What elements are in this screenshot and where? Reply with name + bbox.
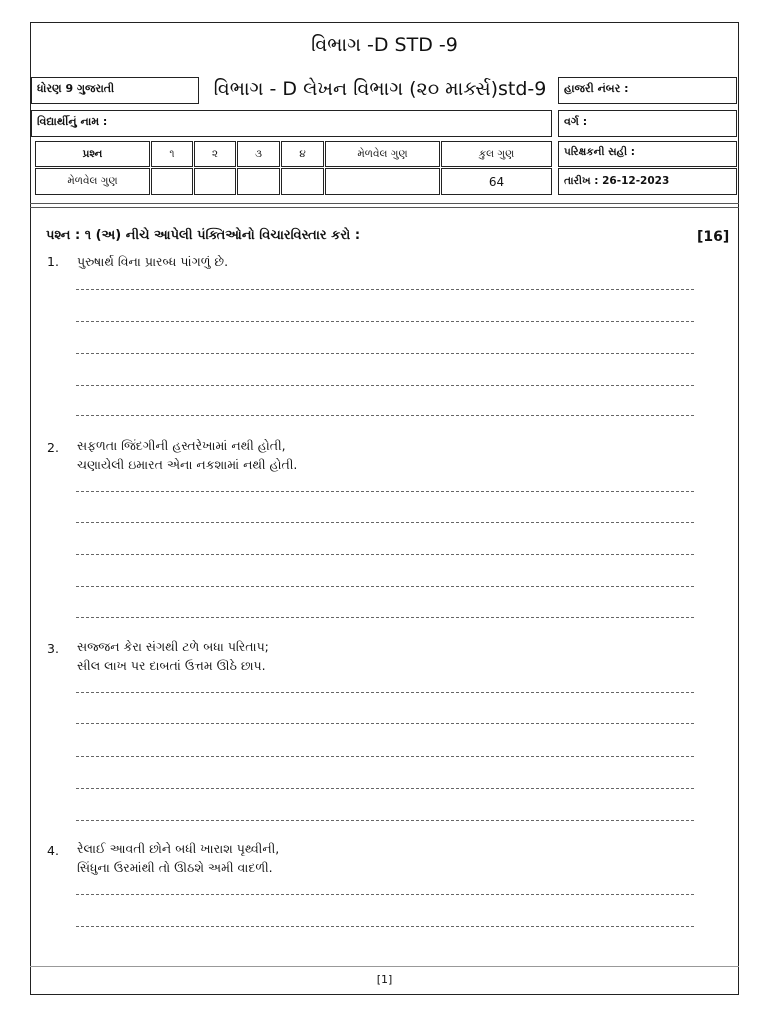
question-2-line-2: ચણાયેલી ઇમારત એના નકશામાં નથી હોતી. xyxy=(77,457,298,472)
division-label: વર્ગ : xyxy=(564,115,588,128)
score-header-q3: ૩ xyxy=(237,141,280,167)
student-name-label: વિદ્યાર્થીનું નામ : xyxy=(37,115,108,128)
score-header-obtained: મેળવેલ ગુણ xyxy=(325,141,440,167)
question-3-line-1: સજ્જન કેરા સંગથી ટળે બધા પરિતાપ; xyxy=(77,639,269,654)
answer-line[interactable] xyxy=(76,692,694,693)
section-heading: પશ્ન : ૧ (અ) નીચે આપેલી પંક્તિઓનો વિચારવિસ્તાર કરો : xyxy=(46,228,361,243)
score-header-total: કુલ ગુણ xyxy=(441,141,552,167)
answer-line[interactable] xyxy=(76,756,694,757)
main-title: વિભાગ -D STD -9 xyxy=(311,34,458,56)
answer-line[interactable] xyxy=(76,321,694,322)
roll-number-label: હાજરી નંબર : xyxy=(564,82,629,95)
answer-line[interactable] xyxy=(76,522,694,523)
score-cell-total: 64 xyxy=(441,168,552,195)
footer-separator xyxy=(30,966,739,967)
page-number: [1] xyxy=(376,973,393,986)
separator-line-top xyxy=(30,203,739,204)
score-cell-obtained[interactable] xyxy=(325,168,440,195)
score-header-question: પ્રશ્ન xyxy=(35,141,150,167)
answer-line[interactable] xyxy=(76,289,694,290)
answer-line[interactable] xyxy=(76,586,694,587)
question-2-line-1: સફળતા જિંદગીની હસ્તરેખામાં નથી હોતી, xyxy=(77,438,286,453)
question-4-number: 4. xyxy=(47,843,59,858)
question-4-line-1: રેલાઈ આવતી છોને બધી ખારાશ પૃથ્વીની, xyxy=(77,841,280,856)
score-cell-q1[interactable] xyxy=(151,168,193,195)
answer-line[interactable] xyxy=(76,926,694,927)
question-3-number: 3. xyxy=(47,641,59,656)
score-cell-q3[interactable] xyxy=(237,168,280,195)
examiner-sign-box[interactable] xyxy=(558,141,737,167)
section-title: વિભાગ - D લેખન વિભાગ (૨૦ માર્ક્સ)std-9 xyxy=(213,78,547,100)
question-1-number: 1. xyxy=(47,254,59,269)
answer-line[interactable] xyxy=(76,788,694,789)
date-box xyxy=(558,168,737,195)
score-header-q1: ૧ xyxy=(151,141,193,167)
answer-line[interactable] xyxy=(76,723,694,724)
answer-line[interactable] xyxy=(76,491,694,492)
score-header-q2: ૨ xyxy=(194,141,236,167)
student-name-box[interactable] xyxy=(31,110,552,137)
separator-line-bottom xyxy=(30,207,739,208)
question-1-line-1: પુરુષાર્થ વિના પ્રારબ્ધ પાંગળું છે. xyxy=(77,254,229,269)
date-label: તારીખ : 26-12-2023 xyxy=(564,175,670,187)
class-label: ધોરણ 9 ગુજરાતી xyxy=(37,82,115,95)
question-2-number: 2. xyxy=(47,440,59,455)
section-marks: [16] xyxy=(697,229,730,245)
class-label-box xyxy=(31,77,199,104)
question-4-line-2: સિંધુના ઉરમાંથી તો ઊઠશે અમી વાદળી. xyxy=(77,860,273,875)
score-header-q4: ૪ xyxy=(281,141,324,167)
answer-line[interactable] xyxy=(76,415,694,416)
answer-line[interactable] xyxy=(76,554,694,555)
score-row-label: મેળવેલ ગુણ xyxy=(35,168,150,195)
question-3-line-2: સીલ લાખ પર દાબતાં ઉત્તમ ઊઠે છાપ. xyxy=(77,658,266,673)
examiner-sign-label: પરિક્ષકની સહી : xyxy=(564,146,635,158)
score-cell-q2[interactable] xyxy=(194,168,236,195)
answer-line[interactable] xyxy=(76,617,694,618)
answer-line[interactable] xyxy=(76,894,694,895)
score-cell-q4[interactable] xyxy=(281,168,324,195)
answer-line[interactable] xyxy=(76,820,694,821)
division-box[interactable] xyxy=(558,110,737,137)
answer-line[interactable] xyxy=(76,353,694,354)
answer-line[interactable] xyxy=(76,385,694,386)
roll-number-box[interactable] xyxy=(558,77,737,104)
